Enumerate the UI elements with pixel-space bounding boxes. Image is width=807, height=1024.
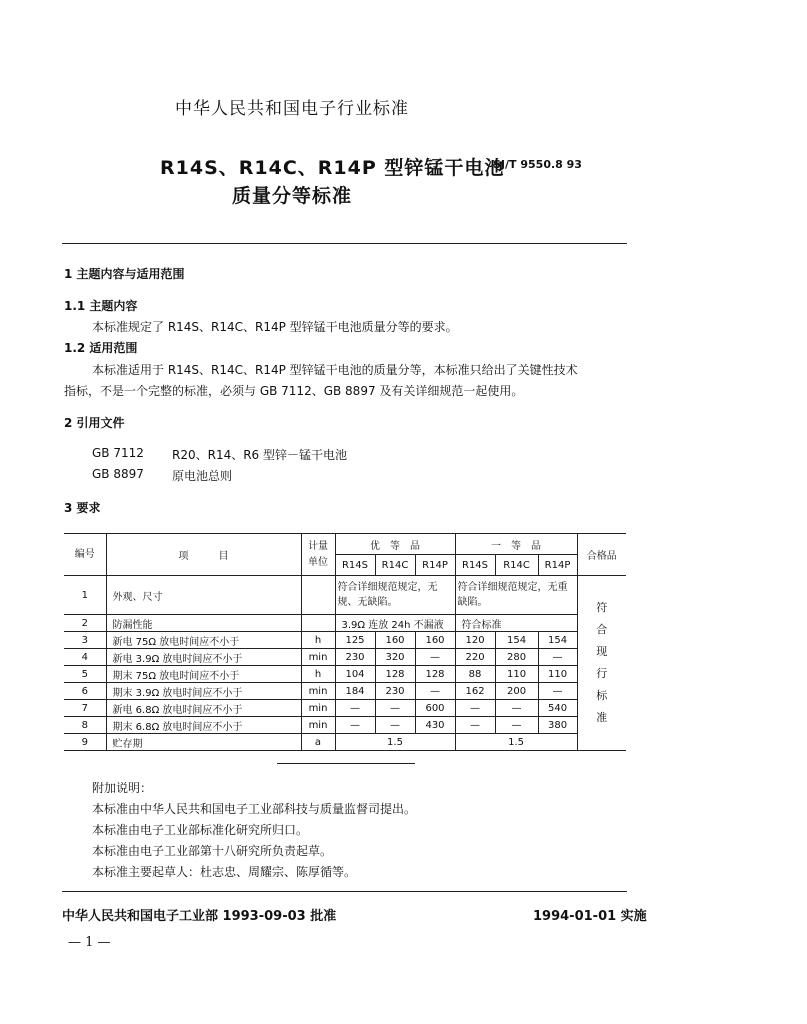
row-value: — <box>538 683 577 700</box>
row-value: 320 <box>375 649 415 666</box>
row-unit: min <box>301 683 335 700</box>
row-value: — <box>415 649 455 666</box>
section-1-2-text-line1: 本标准适用于 R14S、R14C、R14P 型锌锰干电池的质量分等，本标准只给出了关键性技术 <box>92 363 578 377</box>
header-rule <box>62 243 627 244</box>
row-number: 9 <box>64 734 106 751</box>
row-superior-value: 3.9Ω 连放 24h 不漏液 <box>335 615 455 632</box>
notes-heading: 附加说明： <box>92 781 153 795</box>
approval-statement: 中华人民共和国电子工业部 1993-09-03 批准 <box>62 909 337 924</box>
model-header: R14P <box>415 555 455 576</box>
row-item: 期末 75Ω 放电时间应不小于 <box>106 666 301 683</box>
row-value: 120 <box>455 632 495 649</box>
table-row <box>64 576 626 615</box>
notes-line: 本标准由电子工业部第十八研究所负责起草。 <box>92 844 333 858</box>
row-unit: h <box>301 666 335 683</box>
row-value: 162 <box>455 683 495 700</box>
row-item: 新电 6.8Ω 放电时间应不小于 <box>106 700 301 717</box>
table-row <box>64 734 626 751</box>
footer-rule <box>62 891 627 892</box>
reference-code: GB 8897 <box>92 467 144 481</box>
row-item: 外观、尺寸 <box>106 576 301 615</box>
model-header: R14P <box>538 555 577 576</box>
row-value: 128 <box>375 666 415 683</box>
section-1-heading: 1 主题内容与适用范围 <box>64 267 185 281</box>
row-item: 新电 75Ω 放电时间应不小于 <box>106 632 301 649</box>
implementation-date: 1994-01-01 实施 <box>533 909 647 924</box>
row-item: 防漏性能 <box>106 615 301 632</box>
row-value: 128 <box>415 666 455 683</box>
row-value: — <box>495 700 538 717</box>
row-value: 154 <box>495 632 538 649</box>
row-value: 600 <box>415 700 455 717</box>
row-value: 160 <box>415 632 455 649</box>
qualified-grade-text: 符合现行标准 <box>596 601 608 724</box>
row-value: 110 <box>538 666 577 683</box>
row-value: 220 <box>455 649 495 666</box>
section-1-2-heading: 1.2 适用范围 <box>64 341 138 355</box>
row-first-value: 1.5 <box>455 734 577 751</box>
row-item: 期末 6.8Ω 放电时间应不小于 <box>106 717 301 734</box>
row-number: 3 <box>64 632 106 649</box>
issuing-body: 中华人民共和国电子行业标准 <box>175 99 409 119</box>
row-value: 280 <box>495 649 538 666</box>
row-first-value: 符合标准 <box>455 615 577 632</box>
table-end-rule <box>277 763 415 764</box>
row-value: 184 <box>335 683 375 700</box>
row-unit: min <box>301 649 335 666</box>
requirements-table <box>64 533 626 751</box>
document-title-line1: R14S、R14C、R14P 型锌锰干电池 <box>160 157 505 179</box>
model-header: R14C <box>495 555 538 576</box>
header-unit: 计量单位 <box>301 534 335 576</box>
row-item: 期末 3.9Ω 放电时间应不小于 <box>106 683 301 700</box>
header-item: 项 目 <box>106 534 301 576</box>
document-title-line2: 质量分等标准 <box>232 185 353 207</box>
row-superior-value: 符合详细规范规定，无规、无缺陷。 <box>335 576 455 615</box>
section-3-heading: 3 要求 <box>64 501 101 515</box>
row-value: — <box>455 717 495 734</box>
model-header: R14C <box>375 555 415 576</box>
row-value: — <box>415 683 455 700</box>
row-value: 154 <box>538 632 577 649</box>
row-number: 5 <box>64 666 106 683</box>
table-row <box>64 666 626 683</box>
row-unit: a <box>301 734 335 751</box>
model-header: R14S <box>455 555 495 576</box>
row-value: — <box>538 649 577 666</box>
row-value: 230 <box>375 683 415 700</box>
table-header-row <box>64 534 626 555</box>
row-item: 贮存期 <box>106 734 301 751</box>
row-unit: h <box>301 632 335 649</box>
row-value: 380 <box>538 717 577 734</box>
row-value: 430 <box>415 717 455 734</box>
row-unit <box>301 615 335 632</box>
row-value: — <box>375 700 415 717</box>
reference-title: 原电池总则 <box>172 469 233 483</box>
section-1-1-text: 本标准规定了 R14S、R14C、R14P 型锌锰干电池质量分等的要求。 <box>92 320 458 334</box>
row-number: 8 <box>64 717 106 734</box>
row-number: 1 <box>64 576 106 615</box>
row-number: 7 <box>64 700 106 717</box>
table-row <box>64 717 626 734</box>
row-first-value: 符合详细规范规定，无重缺陷。 <box>455 576 577 615</box>
notes-line: 本标准由中华人民共和国电子工业部科技与质量监督司提出。 <box>92 802 417 816</box>
table-row <box>64 683 626 700</box>
row-unit: min <box>301 700 335 717</box>
row-item: 新电 3.9Ω 放电时间应不小于 <box>106 649 301 666</box>
notes-line: 本标准由电子工业部标准化研究所归口。 <box>92 823 309 837</box>
header-superior-grade: 优 等 品 <box>335 534 455 555</box>
header-qualified-grade: 合格品 <box>577 534 626 576</box>
standard-code: SJ/T 9550.8 93 <box>493 158 582 171</box>
row-value: 230 <box>335 649 375 666</box>
row-number: 6 <box>64 683 106 700</box>
section-2-heading: 2 引用文件 <box>64 416 125 430</box>
table-row <box>64 649 626 666</box>
row-value: 200 <box>495 683 538 700</box>
row-value: 540 <box>538 700 577 717</box>
row-value: 160 <box>375 632 415 649</box>
qualified-grade-cell <box>577 576 626 751</box>
notes-line: 本标准主要起草人：杜志忠、周耀宗、陈厚循等。 <box>92 865 357 879</box>
reference-title: R20、R14、R6 型锌－锰干电池 <box>172 448 348 462</box>
row-value: 125 <box>335 632 375 649</box>
row-superior-value: 1.5 <box>335 734 455 751</box>
header-first-grade: 一 等 品 <box>455 534 577 555</box>
table-row <box>64 615 626 632</box>
row-value: — <box>455 700 495 717</box>
row-value: — <box>375 717 415 734</box>
table-row <box>64 632 626 649</box>
row-value: 110 <box>495 666 538 683</box>
row-value: — <box>495 717 538 734</box>
row-value: — <box>335 717 375 734</box>
row-value: 88 <box>455 666 495 683</box>
row-unit: min <box>301 717 335 734</box>
header-number: 编号 <box>64 534 106 576</box>
row-value: — <box>335 700 375 717</box>
model-header: R14S <box>335 555 375 576</box>
row-unit <box>301 576 335 615</box>
table-row <box>64 700 626 717</box>
section-1-1-heading: 1.1 主题内容 <box>64 299 138 313</box>
section-1-2-text-line2: 指标，不是一个完整的标准，必须与 GB 7112、GB 8897 及有关详细规范一起使用。 <box>64 384 524 398</box>
row-value: 104 <box>335 666 375 683</box>
row-number: 2 <box>64 615 106 632</box>
page-number: — 1 — <box>68 935 111 950</box>
reference-code: GB 7112 <box>92 446 144 460</box>
row-number: 4 <box>64 649 106 666</box>
